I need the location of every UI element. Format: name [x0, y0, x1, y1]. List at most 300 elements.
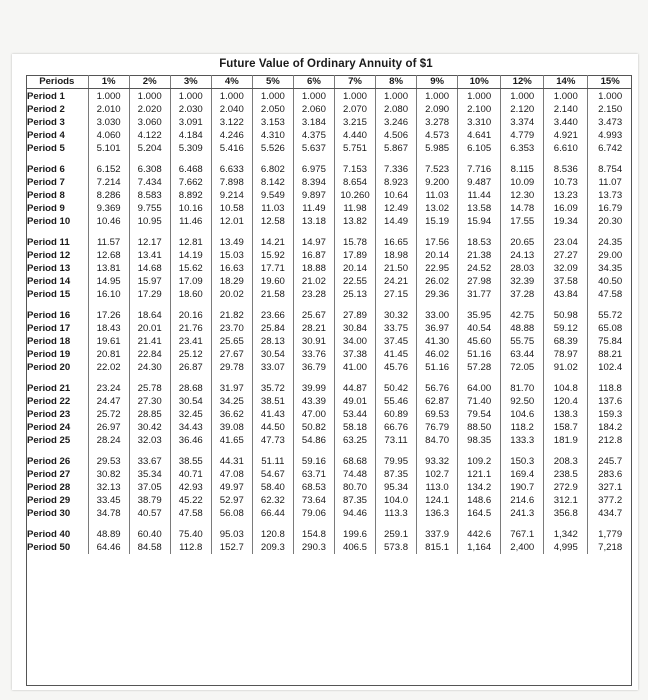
table-cell: 20.81: [88, 348, 129, 361]
table-cell: 75.40: [170, 520, 211, 541]
row-label: Period 29: [26, 494, 88, 507]
table-cell: 184.2: [598, 422, 623, 433]
table-cell: 94.46: [334, 507, 375, 520]
table-cell: 259.1: [376, 520, 417, 541]
table-cell: 1.000: [252, 89, 293, 104]
table-cell: 9.214: [211, 189, 252, 202]
table-cell: 45.60: [458, 335, 501, 348]
table-cell: 50.82: [293, 421, 334, 434]
table-cell: 6.152: [88, 155, 129, 176]
row-label: Period 13: [26, 262, 88, 275]
table-cell: 121.1: [458, 468, 501, 481]
table-cell: 42.93: [170, 481, 211, 494]
table-row: [26, 116, 632, 129]
table-cell: 64.00: [458, 374, 501, 395]
table-cell: 98.35: [458, 434, 501, 447]
table-cell: 15.78: [334, 228, 375, 249]
table-cell: 46.02: [417, 348, 458, 361]
row-label: Period 21: [26, 374, 88, 395]
table-cell: 13.58: [458, 202, 501, 215]
table-cell: 2.020: [129, 103, 170, 116]
table-cell: 14.19: [170, 249, 211, 262]
table-row: [26, 541, 632, 554]
column-header-periods: Periods: [26, 75, 88, 89]
table-cell: 124.1: [417, 494, 458, 507]
table-cell: 11.49: [293, 202, 334, 215]
table-cell: 41.65: [211, 434, 252, 447]
table-cell: 45.22: [170, 494, 211, 507]
table-cell: 815.1: [417, 541, 458, 554]
table-cell: 164.5: [458, 507, 501, 520]
table-cell: 16.10: [88, 288, 129, 301]
table-cell: 30.42: [129, 421, 170, 434]
table-cell: 1,342: [544, 520, 588, 541]
table-cell: 327.1: [598, 482, 623, 493]
table-cell: 3.122: [211, 116, 252, 129]
column-header-rate: 15%: [588, 75, 632, 89]
table-cell: 134.2: [458, 481, 501, 494]
table-row: [26, 176, 632, 189]
table-cell: 32.39: [501, 275, 544, 288]
table-cell: 573.8: [376, 541, 417, 554]
column-header-rate: 14%: [544, 75, 588, 89]
table-cell: 18.98: [376, 249, 417, 262]
table-cell: 24.35: [598, 237, 623, 248]
row-label: Period 4: [26, 129, 88, 142]
table-cell: 17.89: [334, 249, 375, 262]
table-cell: 45.76: [376, 361, 417, 374]
table-cell: 10.64: [376, 189, 417, 202]
table-cell: 5.985: [417, 142, 458, 155]
row-label: Period 11: [26, 228, 88, 249]
table-cell: 30.54: [170, 395, 211, 408]
table-cell: 1.000: [211, 89, 252, 104]
table-cell: 1.000: [293, 89, 334, 104]
table-cell: 71.40: [458, 395, 501, 408]
table-cell: 75.84: [598, 336, 623, 347]
table-cell: 17.09: [170, 275, 211, 288]
row-label: Period 25: [26, 434, 88, 447]
table-cell: 30.32: [376, 301, 417, 322]
table-cell: 12.68: [88, 249, 129, 262]
table-cell: 18.43: [88, 322, 129, 335]
table-cell: 11.03: [417, 189, 458, 202]
table-row: [26, 189, 632, 202]
table-cell: 41.43: [252, 408, 293, 421]
table-cell: 92.50: [501, 395, 544, 408]
table-row: [26, 335, 632, 348]
row-label: Period 28: [26, 481, 88, 494]
table-cell: 312.1: [544, 494, 588, 507]
row-label: Period 27: [26, 468, 88, 481]
table-cell: 28.03: [501, 262, 544, 275]
table-cell: 14.21: [252, 228, 293, 249]
table-cell: 51.16: [417, 361, 458, 374]
table-cell: 35.72: [252, 374, 293, 395]
row-label: Period 8: [26, 189, 88, 202]
table-cell: 20.65: [501, 228, 544, 249]
column-header-rate: 9%: [417, 75, 458, 89]
table-cell: 6.468: [170, 155, 211, 176]
table-cell: 25.84: [252, 322, 293, 335]
table-cell: 8.583: [129, 189, 170, 202]
table-cell: 95.34: [376, 481, 417, 494]
table-cell: 20.01: [129, 322, 170, 335]
table-cell: 5.751: [334, 142, 375, 155]
table-cell: 154.8: [293, 520, 334, 541]
annuity-table: [26, 75, 632, 554]
table-cell: 18.88: [293, 262, 334, 275]
table-cell: 25.65: [211, 335, 252, 348]
table-cell: 4.310: [252, 129, 293, 142]
table-cell: 21.02: [293, 275, 334, 288]
table-cell: 55.75: [501, 335, 544, 348]
table-cell: 23.66: [252, 301, 293, 322]
table-cell: 3.060: [129, 116, 170, 129]
table-cell: 59.16: [293, 447, 334, 468]
table-cell: 28.24: [88, 434, 129, 447]
table-cell: 12.01: [211, 215, 252, 228]
table-cell: 9.200: [417, 176, 458, 189]
table-cell: 6.802: [252, 155, 293, 176]
table-cell: 40.71: [170, 468, 211, 481]
table-cell: 3.153: [252, 116, 293, 129]
table-cell: 150.3: [501, 447, 544, 468]
table-cell: 5.204: [129, 142, 170, 155]
table-cell: 2,400: [501, 541, 544, 554]
table-cell: 1.000: [598, 91, 623, 102]
table-cell: 59.12: [544, 322, 588, 335]
table-cell: 8.654: [334, 176, 375, 189]
table-cell: 2.050: [252, 103, 293, 116]
table-cell: 20.14: [417, 249, 458, 262]
table-cell: 35.34: [129, 468, 170, 481]
table-cell: 18.64: [129, 301, 170, 322]
table-row: [26, 202, 632, 215]
table-cell: 7.434: [129, 176, 170, 189]
row-label: Period 1: [26, 89, 88, 104]
table-cell: 34.78: [88, 507, 129, 520]
table-cell: 24.52: [458, 262, 501, 275]
row-label: Period 2: [26, 103, 88, 116]
table-cell: 33.45: [88, 494, 129, 507]
table-cell: 2.150: [598, 104, 623, 115]
table-cell: 7.336: [376, 155, 417, 176]
table-cell: 74.48: [334, 468, 375, 481]
table-row: [26, 129, 632, 142]
table-cell: 104.0: [376, 494, 417, 507]
table-cell: 58.40: [252, 481, 293, 494]
table-row: [26, 103, 632, 116]
table-cell: 50.42: [376, 374, 417, 395]
row-label: Period 24: [26, 421, 88, 434]
table-cell: 3.030: [88, 116, 129, 129]
table-cell: 158.7: [544, 421, 588, 434]
table-cell: 2.100: [458, 103, 501, 116]
table-cell: 15.03: [211, 249, 252, 262]
table-cell: 4.060: [88, 129, 129, 142]
table-cell: 18.29: [211, 275, 252, 288]
table-cell: 23.41: [170, 335, 211, 348]
table-cell: 4.122: [129, 129, 170, 142]
table-cell: 20.14: [334, 262, 375, 275]
table-cell: 7.523: [417, 155, 458, 176]
table-cell: 28.13: [252, 335, 293, 348]
table-cell: 120.8: [252, 520, 293, 541]
table-cell: 356.8: [544, 507, 588, 520]
table-cell: 3.184: [293, 116, 334, 129]
table-cell: 2.090: [417, 103, 458, 116]
row-label: Period 3: [26, 116, 88, 129]
table-cell: 88.50: [458, 421, 501, 434]
table-row: [26, 481, 632, 494]
table-cell: 5.309: [170, 142, 211, 155]
table-cell: 31.77: [458, 288, 501, 301]
table-cell: 63.25: [334, 434, 375, 447]
table-cell: 34.00: [334, 335, 375, 348]
table-row: [26, 322, 632, 335]
table-cell: 290.3: [293, 541, 334, 554]
table-cell: 3.246: [376, 116, 417, 129]
table-cell: 13.23: [544, 189, 588, 202]
table-cell: 37.05: [129, 481, 170, 494]
table-cell: 1.000: [376, 89, 417, 104]
column-header-rate: 2%: [129, 75, 170, 89]
table-cell: 62.32: [252, 494, 293, 507]
table-cell: 26.87: [170, 361, 211, 374]
row-label: Period 10: [26, 215, 88, 228]
table-cell: 5.416: [211, 142, 252, 155]
row-label: Period 26: [26, 447, 88, 468]
table-cell: 102.7: [417, 468, 458, 481]
table-cell: 27.15: [376, 288, 417, 301]
table-cell: 16.09: [544, 202, 588, 215]
table-cell: 79.95: [376, 447, 417, 468]
table-cell: 113.3: [376, 507, 417, 520]
table-row: [26, 520, 632, 541]
table-cell: 38.51: [252, 395, 293, 408]
table-cell: 8.754: [598, 164, 623, 175]
row-label: Period 22: [26, 395, 88, 408]
row-label: Period 5: [26, 142, 88, 155]
table-row: [26, 361, 632, 374]
row-label: Period 30: [26, 507, 88, 520]
table-cell: 60.40: [129, 520, 170, 541]
column-header-rate: 7%: [334, 75, 375, 89]
table-cell: 190.7: [501, 481, 544, 494]
table-cell: 6.742: [598, 143, 623, 154]
table-cell: 50.98: [544, 301, 588, 322]
table-cell: 14.95: [88, 275, 129, 288]
table-cell: 30.91: [293, 335, 334, 348]
table-cell: 33.75: [376, 322, 417, 335]
table-cell: 17.29: [129, 288, 170, 301]
table-cell: 25.67: [293, 301, 334, 322]
table-cell: 29.78: [211, 361, 252, 374]
table-cell: 4.246: [211, 129, 252, 142]
table-cell: 406.5: [334, 541, 375, 554]
table-cell: 16.87: [293, 249, 334, 262]
table-cell: 41.00: [334, 361, 375, 374]
table-cell: 69.53: [417, 408, 458, 421]
table-cell: 28.85: [129, 408, 170, 421]
table-cell: 11.57: [88, 228, 129, 249]
table-cell: 43.84: [544, 288, 588, 301]
table-cell: 42.75: [501, 301, 544, 322]
table-cell: 29.53: [88, 447, 129, 468]
table-cell: 53.44: [334, 408, 375, 421]
table-cell: 56.08: [211, 507, 252, 520]
table-cell: 2.030: [170, 103, 211, 116]
table-cell: 27.27: [544, 249, 588, 262]
table-cell: 11.98: [334, 202, 375, 215]
table-cell: 19.60: [252, 275, 293, 288]
table-cell: 36.97: [417, 322, 458, 335]
table-cell: 137.6: [598, 396, 623, 407]
table-cell: 6.633: [211, 155, 252, 176]
table-cell: 25.78: [129, 374, 170, 395]
table-cell: 15.62: [170, 262, 211, 275]
table-cell: 7.898: [211, 176, 252, 189]
table-cell: 13.49: [211, 228, 252, 249]
table-row: [26, 155, 632, 176]
table-cell: 57.28: [458, 361, 501, 374]
table-cell: 25.12: [170, 348, 211, 361]
table-cell: 3.278: [417, 116, 458, 129]
table-cell: 7,218: [598, 542, 623, 553]
table-body: [26, 89, 632, 555]
table-cell: 37.38: [334, 348, 375, 361]
table-cell: 13.73: [598, 190, 623, 201]
table-row: [26, 468, 632, 481]
table-cell: 112.8: [170, 541, 211, 554]
table-cell: 34.43: [170, 421, 211, 434]
row-label: Period 16: [26, 301, 88, 322]
table-cell: 12.58: [252, 215, 293, 228]
table-cell: 19.61: [88, 335, 129, 348]
table-cell: 377.2: [598, 495, 623, 506]
table-cell: 35.95: [458, 301, 501, 322]
table-row: [26, 447, 632, 468]
table-cell: 3.374: [501, 116, 544, 129]
table-cell: 60.89: [376, 408, 417, 421]
table-cell: 214.6: [501, 494, 544, 507]
table-cell: 34.35: [598, 263, 623, 274]
table-cell: 6.610: [544, 142, 588, 155]
table-cell: 73.11: [376, 434, 417, 447]
table-cell: 15.94: [458, 215, 501, 228]
table-cell: 337.9: [417, 520, 458, 541]
table-cell: 65.08: [598, 323, 623, 334]
column-header-rate: 8%: [376, 75, 417, 89]
table-cell: 238.5: [544, 468, 588, 481]
table-cell: 55.72: [598, 310, 623, 321]
table-cell: 13.81: [88, 262, 129, 275]
table-cell: 17.71: [252, 262, 293, 275]
table-cell: 3.473: [598, 117, 623, 128]
table-cell: 11.44: [458, 189, 501, 202]
table-row: [26, 142, 632, 155]
table-cell: 63.71: [293, 468, 334, 481]
table-row: [26, 494, 632, 507]
table-cell: 16.65: [376, 228, 417, 249]
table-row: [26, 215, 632, 228]
table-cell: 78.97: [544, 348, 588, 361]
table-cell: 30.82: [88, 468, 129, 481]
table-cell: 152.7: [211, 541, 252, 554]
table-cell: 4.184: [170, 129, 211, 142]
table-row: [26, 408, 632, 421]
row-label: Period 20: [26, 361, 88, 374]
table-cell: 767.1: [501, 520, 544, 541]
row-label: Period 40: [26, 520, 88, 541]
table-cell: 36.79: [293, 361, 334, 374]
column-header-rate: 3%: [170, 75, 211, 89]
table-cell: 73.64: [293, 494, 334, 507]
table-cell: 13.18: [293, 215, 334, 228]
table-cell: 15.97: [129, 275, 170, 288]
table-cell: 7.716: [458, 155, 501, 176]
table-cell: 41.30: [417, 335, 458, 348]
table-cell: 169.4: [501, 468, 544, 481]
table-cell: 22.55: [334, 275, 375, 288]
table-cell: 54.67: [252, 468, 293, 481]
table-cell: 34.25: [211, 395, 252, 408]
table-cell: 54.86: [293, 434, 334, 447]
table-cell: 4.921: [544, 129, 588, 142]
row-label: Period 9: [26, 202, 88, 215]
table-cell: 138.3: [544, 408, 588, 421]
table-cell: 159.3: [598, 409, 623, 420]
table-cell: 20.16: [170, 301, 211, 322]
table-cell: 4.440: [334, 129, 375, 142]
table-cell: 6.975: [293, 155, 334, 176]
table-cell: 40.57: [129, 507, 170, 520]
table-cell: 47.58: [598, 289, 623, 300]
row-label: Period 12: [26, 249, 88, 262]
table-cell: 13.41: [129, 249, 170, 262]
table-row: [26, 421, 632, 434]
table-cell: 8.892: [170, 189, 211, 202]
table-cell: 5.867: [376, 142, 417, 155]
table-row: [26, 434, 632, 447]
table-row: [26, 395, 632, 408]
table-cell: 24.47: [88, 395, 129, 408]
table-cell: 21.76: [170, 322, 211, 335]
column-header-rate: 10%: [458, 75, 501, 89]
table-cell: 81.70: [501, 374, 544, 395]
table-row: [26, 301, 632, 322]
table-cell: 84.70: [417, 434, 458, 447]
table-cell: 148.6: [458, 494, 501, 507]
table-cell: 29.36: [417, 288, 458, 301]
table-cell: 102.4: [598, 362, 623, 373]
table-cell: 33.07: [252, 361, 293, 374]
table-cell: 76.79: [417, 421, 458, 434]
table-cell: 30.84: [334, 322, 375, 335]
column-header-rate: 4%: [211, 75, 252, 89]
table-cell: 133.3: [501, 434, 544, 447]
table-cell: 9.369: [88, 202, 129, 215]
table-cell: 38.79: [129, 494, 170, 507]
table-cell: 181.9: [544, 434, 588, 447]
table-cell: 5.101: [88, 142, 129, 155]
table-cell: 13.02: [417, 202, 458, 215]
table-cell: 51.16: [458, 348, 501, 361]
table-cell: 79.06: [293, 507, 334, 520]
table-cell: 118.8: [598, 383, 622, 394]
table-cell: 87.35: [376, 468, 417, 481]
